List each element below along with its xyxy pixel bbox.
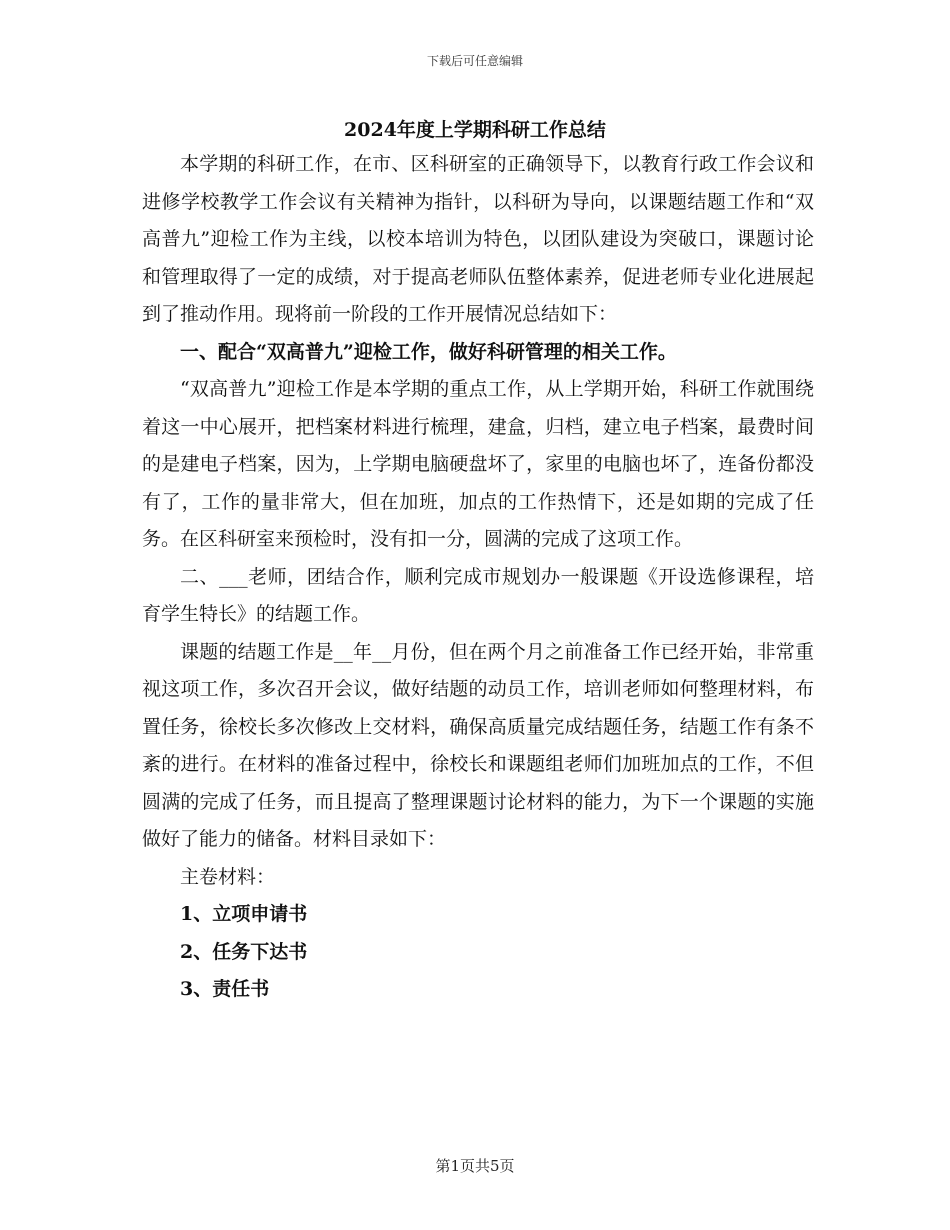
header-note: 下载后可任意编辑 (426, 54, 523, 68)
materials-label: 主卷材料： (180, 865, 276, 888)
section-heading-2: 二、___老师，团结合作，顺利完成市规划办一般课题《开设选修课程，培育学生特长》的结题工作。 (142, 565, 814, 625)
material-item-3: 3、责任书 (180, 978, 270, 1000)
document-body (142, 146, 814, 1009)
section-1-paragraph: “双高普九”迎检工作是本学期的重点工作，从上学期开始，科研工作就围绕着这一中心展开，把档案材料进行梳理，建盒，归档，建立电子档案，最费时间的是建电子档案，因为，上学期电脑硬盘坏了，家里的电脑也坏了，连备份都没有了，工作的量非常大，但在加班，加点的工作热情下，还是如期的完成了任务。在区科研室来预检时，没有扣一分，圆满的完成了这项工作。 (142, 378, 814, 550)
section-heading-1: 一、配合“双高普九”迎检工作，做好科研管理的相关工作。 (180, 340, 677, 363)
document-title: 2024年度上学期科研工作总结 (344, 119, 606, 141)
intro-paragraph: 本学期的科研工作，在市、区科研室的正确领导下，以教育行政工作会议和进修学校教学工作会议有关精神为指针，以科研为导向，以课题结题工作和“双高普九”迎检工作为主线，以校本培训为特色，以团队建设为突破口，课题讨论和管理取得了一定的成绩，对于提高老师队伍整体素养，促进老师专业化进展起到了推动作用。现将前一阶段的工作开展情况总结如下： (142, 153, 814, 325)
material-item-2: 2、任务下达书 (180, 940, 308, 963)
section-2-paragraph: 课题的结题工作是__年__月份，但在两个月之前准备工作已经开始，非常重视这项工作，多次召开会议，做好结题的动员工作，培训老师如何整理材料，布置任务，徐校长多次修改上交材料，确保高质量完成结题任务，结题工作有条不紊的进行。在材料的准备过程中，徐校长和课题组老师们加班加点的工作，不但圆满的完成了任务，而且提高了整理课题讨论材料的能力，为下一个课题的实施做好了能力的储备。材料目录如下： (142, 640, 814, 850)
page-number: 第1页共5页 (435, 1157, 515, 1175)
material-item-1: 1、立项申请书 (180, 903, 308, 925)
